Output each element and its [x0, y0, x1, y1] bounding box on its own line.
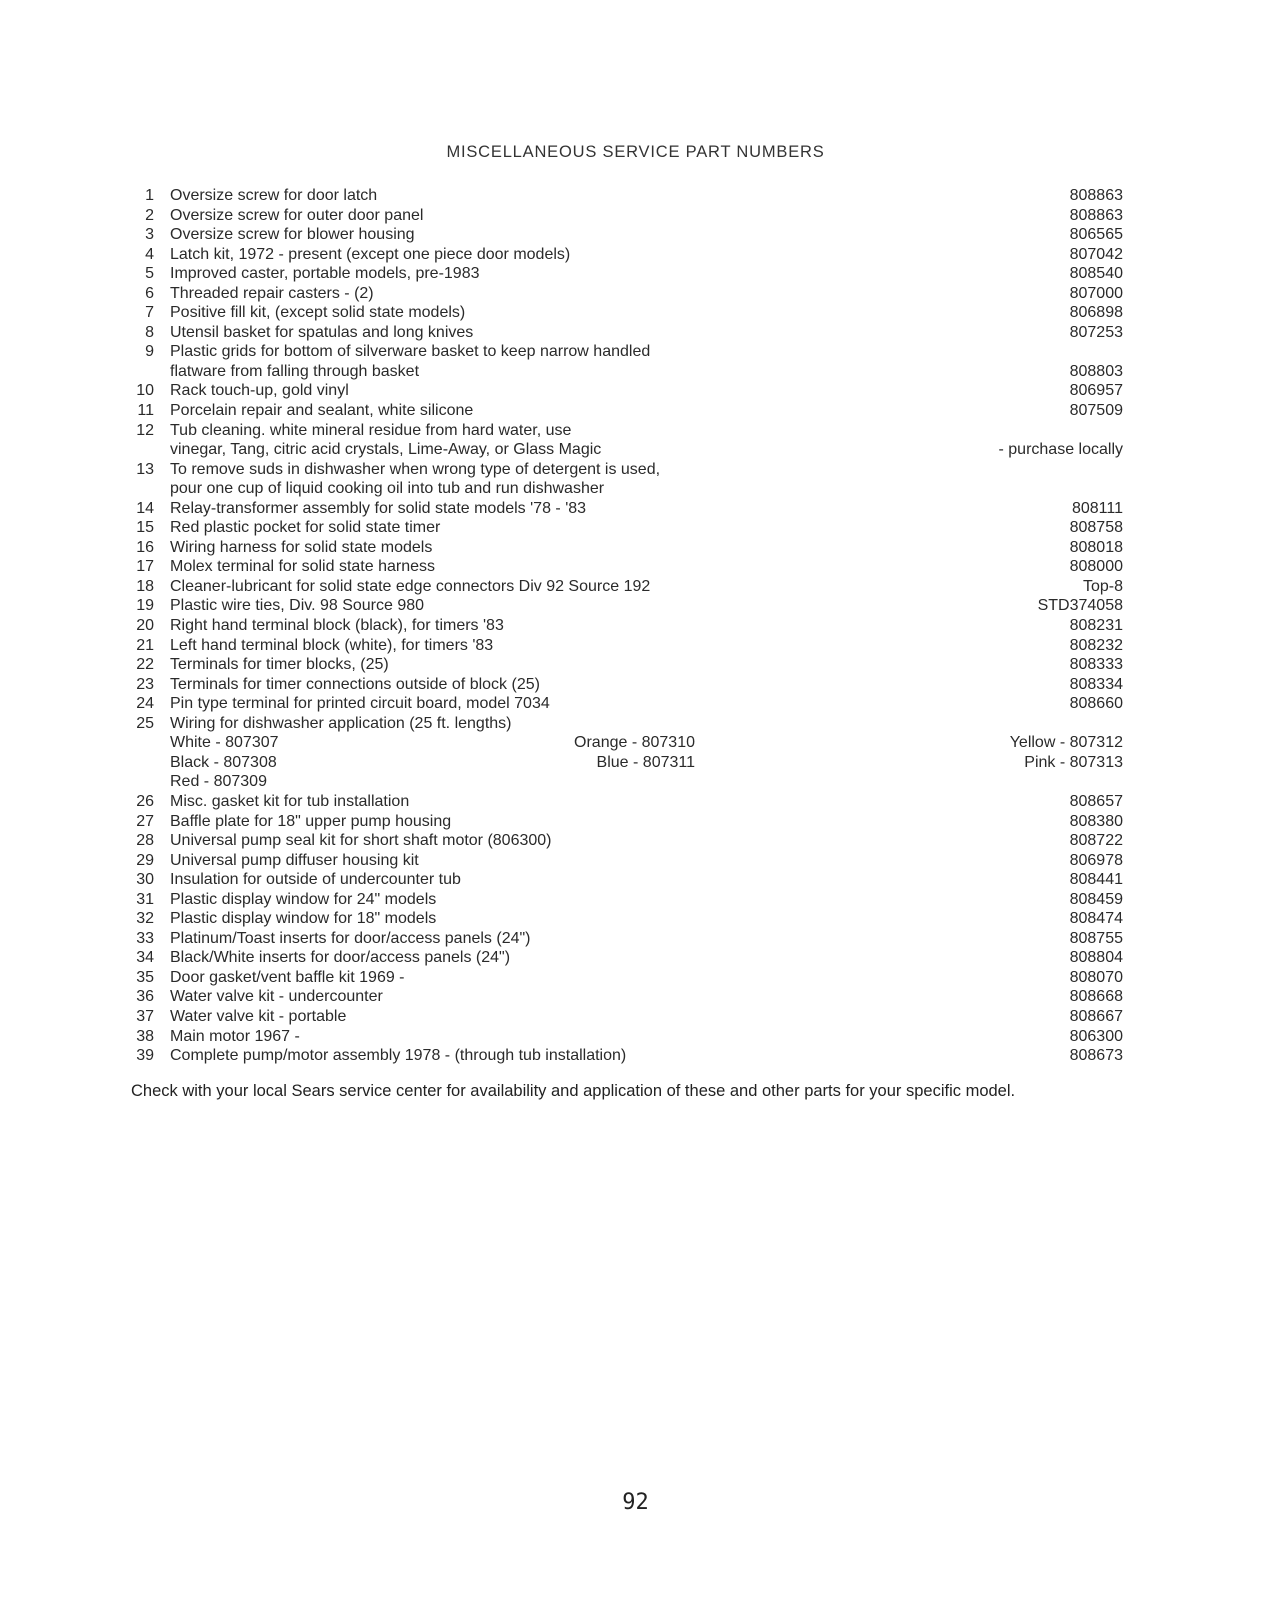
- part-number: 808668: [1069, 988, 1123, 1006]
- item-description: Red - 807309: [170, 773, 267, 791]
- part-number: 808459: [1069, 890, 1123, 908]
- item-number: 31: [136, 890, 154, 908]
- item-description: vinegar, Tang, citric acid crystals, Lime-Away, or Glass Magic: [170, 441, 602, 459]
- list-item: [0, 401, 1271, 421]
- item-description: Plastic wire ties, Div. 98 Source 980: [170, 597, 425, 615]
- list-item: [0, 323, 1271, 343]
- item-description: Baffle plate for 18" upper pump housing: [170, 812, 452, 830]
- list-item: [0, 596, 1271, 616]
- list-item: [0, 890, 1271, 910]
- item-description: Right hand terminal block (black), for timers '83: [170, 617, 504, 635]
- item-description: Universal pump diffuser housing kit: [170, 851, 419, 869]
- item-description: Oversize screw for blower housing: [170, 226, 415, 244]
- list-item: [0, 440, 1271, 460]
- part-number: 808863: [1069, 187, 1123, 204]
- list-item: [0, 206, 1271, 226]
- item-description: Wiring for dishwasher application (25 ft. lengths): [170, 714, 512, 732]
- list-item: [0, 303, 1271, 323]
- list-item: [0, 1007, 1271, 1027]
- part-number: 808803: [1069, 362, 1123, 380]
- item-number: 13: [136, 460, 154, 478]
- item-description: Complete pump/motor assembly 1978 - (through tub installation): [170, 1047, 627, 1065]
- part-number: - purchase locally: [998, 441, 1123, 459]
- list-item: [0, 987, 1271, 1007]
- item-number: 1: [145, 187, 154, 204]
- item-number: 39: [136, 1047, 154, 1065]
- part-number: 808657: [1069, 792, 1123, 810]
- list-item: [0, 948, 1271, 968]
- item-description: Threaded repair casters - (2): [170, 284, 374, 302]
- item-number: 29: [136, 851, 154, 869]
- list-item: [0, 284, 1271, 304]
- item-number: 25: [136, 714, 154, 732]
- list-item: [0, 929, 1271, 949]
- item-description: Insulation for outside of undercounter tub: [170, 871, 461, 889]
- list-item: [0, 909, 1271, 929]
- item-description: Tub cleaning. white mineral residue from hard water, use: [170, 421, 572, 439]
- item-description: White - 807307: [170, 734, 279, 752]
- list-item: [0, 225, 1271, 245]
- list-item: [0, 655, 1271, 675]
- item-description: Positive fill kit, (except solid state models): [170, 304, 466, 322]
- part-number: 807509: [1069, 402, 1123, 420]
- part-number: 808673: [1069, 1047, 1123, 1065]
- list-item: [0, 557, 1271, 577]
- item-description: Left hand terminal block (white), for timers '83: [170, 636, 494, 654]
- item-description: Pin type terminal for printed circuit board, model 7034: [170, 695, 550, 713]
- item-description: Wiring harness for solid state models: [170, 538, 433, 556]
- item-description: Latch kit, 1972 - present (except one piece door models): [170, 245, 571, 263]
- list-item: [0, 870, 1271, 890]
- list-item: [0, 518, 1271, 538]
- part-number: 808758: [1069, 519, 1123, 537]
- item-number: 12: [136, 421, 154, 439]
- part-number: Top-8: [1082, 577, 1123, 595]
- item-description: Plastic display window for 18" models: [170, 910, 437, 928]
- availability-note: Check with your local Sears service center for availability and application of these and other parts for your specific model.: [131, 1082, 1016, 1100]
- item-number: 14: [136, 499, 154, 517]
- item-description: Oversize screw for outer door panel: [170, 206, 424, 224]
- list-item: [0, 499, 1271, 519]
- item-number: 20: [136, 617, 154, 635]
- item-number: 15: [136, 519, 154, 537]
- list-item: [0, 479, 1271, 499]
- list-item: [0, 694, 1271, 714]
- item-number: 23: [136, 675, 154, 693]
- part-number: 807042: [1069, 245, 1123, 263]
- item-number: 6: [145, 284, 154, 302]
- item-description: Improved caster, portable models, pre-1983: [170, 265, 480, 283]
- list-item: [0, 186, 1271, 206]
- part-number: STD374058: [1037, 597, 1123, 615]
- list-item: [0, 342, 1271, 362]
- item-number: 5: [145, 265, 154, 283]
- part-number: 808540: [1069, 265, 1123, 283]
- item-number: 9: [145, 343, 154, 361]
- part-number: 807000: [1069, 284, 1123, 302]
- item-description: Door gasket/vent baffle kit 1969 -: [170, 968, 405, 986]
- list-item: [0, 714, 1271, 734]
- item-number: 34: [136, 949, 154, 967]
- item-description: Relay-transformer assembly for solid state models '78 - '83: [170, 499, 587, 517]
- item-number: 28: [136, 832, 154, 850]
- list-item: [0, 831, 1271, 851]
- item-number: 17: [136, 558, 154, 576]
- list-item: [0, 381, 1271, 401]
- list-item: [0, 538, 1271, 558]
- item-number: 4: [145, 245, 154, 263]
- item-description: Plastic display window for 24" models: [170, 890, 437, 908]
- parts-list: [0, 186, 1271, 1066]
- item-description: Terminals for timer connections outside of block (25): [170, 675, 540, 693]
- part-number: 808441: [1069, 871, 1123, 889]
- list-item: [0, 968, 1271, 988]
- item-alt-part: Orange - 807310: [574, 734, 695, 752]
- item-description: flatware from falling through basket: [170, 362, 420, 380]
- item-description: Platinum/Toast inserts for door/access panels (24"): [170, 929, 531, 947]
- item-number: 7: [145, 304, 154, 322]
- part-number: 808755: [1069, 929, 1123, 947]
- item-number: 21: [136, 636, 154, 654]
- page-number: 92: [622, 1490, 649, 1515]
- item-description: Black - 807308: [170, 753, 277, 771]
- list-item: [0, 421, 1271, 441]
- list-item: [0, 636, 1271, 656]
- list-item: [0, 577, 1271, 597]
- list-item: [0, 264, 1271, 284]
- item-description: Oversize screw for door latch: [170, 187, 378, 204]
- item-number: 3: [145, 226, 154, 244]
- item-description: Porcelain repair and sealant, white silicone: [170, 402, 474, 420]
- part-number: 807253: [1069, 323, 1123, 341]
- item-number: 35: [136, 968, 154, 986]
- list-item: [0, 1046, 1271, 1066]
- list-item: [0, 812, 1271, 832]
- item-number: 16: [136, 538, 154, 556]
- part-number: 808863: [1069, 206, 1123, 224]
- part-number: 806898: [1069, 304, 1123, 322]
- item-number: 22: [136, 656, 154, 674]
- item-description: Rack touch-up, gold vinyl: [170, 382, 349, 400]
- item-description: Universal pump seal kit for short shaft motor (806300): [170, 832, 552, 850]
- list-item: [0, 753, 1271, 773]
- item-description: Plastic grids for bottom of silverware basket to keep narrow handled: [170, 343, 651, 361]
- item-description: Water valve kit - undercounter: [170, 988, 383, 1006]
- item-number: 36: [136, 988, 154, 1006]
- part-number: Yellow - 807312: [1009, 734, 1123, 752]
- item-description: Terminals for timer blocks, (25): [170, 656, 389, 674]
- item-description: Black/White inserts for door/access panels (24"): [170, 949, 511, 967]
- list-item: [0, 362, 1271, 382]
- item-number: 8: [145, 323, 154, 341]
- part-number: 806957: [1069, 382, 1123, 400]
- item-number: 32: [136, 910, 154, 928]
- item-description: pour one cup of liquid cooking oil into tub and run dishwasher: [170, 480, 605, 498]
- item-number: 27: [136, 812, 154, 830]
- item-number: 24: [136, 695, 154, 713]
- part-number: 808380: [1069, 812, 1123, 830]
- item-description: Water valve kit - portable: [170, 1007, 347, 1025]
- item-description: Utensil basket for spatulas and long knives: [170, 323, 474, 341]
- item-number: 30: [136, 871, 154, 889]
- part-number: 806300: [1069, 1027, 1123, 1045]
- part-number: 808111: [1071, 499, 1123, 517]
- part-number: 808231: [1069, 617, 1123, 635]
- part-number: 806565: [1069, 226, 1123, 244]
- list-item: [0, 245, 1271, 265]
- part-number: 808804: [1069, 949, 1123, 967]
- part-number: 808070: [1069, 968, 1123, 986]
- list-item: [0, 1027, 1271, 1047]
- part-number: 808232: [1069, 636, 1123, 654]
- item-description: Molex terminal for solid state harness: [170, 558, 435, 576]
- item-number: 19: [136, 597, 154, 615]
- list-item: [0, 772, 1271, 792]
- item-number: 11: [137, 402, 154, 420]
- part-number: 808667: [1069, 1007, 1123, 1025]
- item-number: 10: [136, 382, 154, 400]
- item-number: 37: [136, 1007, 154, 1025]
- part-number: 808722: [1069, 832, 1123, 850]
- part-number: 808018: [1069, 538, 1123, 556]
- part-number: 808474: [1069, 910, 1123, 928]
- part-number: 808333: [1069, 656, 1123, 674]
- item-alt-part: Blue - 807311: [596, 753, 695, 771]
- item-description: To remove suds in dishwasher when wrong type of detergent is used,: [170, 460, 661, 478]
- list-item: [0, 792, 1271, 812]
- item-number: 38: [136, 1027, 154, 1045]
- part-number: 808334: [1069, 675, 1123, 693]
- item-description: Red plastic pocket for solid state timer: [170, 519, 441, 537]
- part-number: 808660: [1069, 695, 1123, 713]
- list-item: [0, 733, 1271, 753]
- item-number: 33: [136, 929, 154, 947]
- item-description: Cleaner-lubricant for solid state edge connectors Div 92 Source 192: [170, 577, 651, 595]
- part-number: 808000: [1069, 558, 1123, 576]
- item-number: 18: [136, 577, 154, 595]
- list-item: [0, 616, 1271, 636]
- list-item: [0, 675, 1271, 695]
- list-item: [0, 460, 1271, 480]
- item-description: Misc. gasket kit for tub installation: [170, 792, 410, 810]
- part-number: 806978: [1069, 851, 1123, 869]
- item-number: 2: [145, 206, 154, 224]
- part-number: Pink - 807313: [1024, 753, 1123, 771]
- item-description: Main motor 1967 -: [170, 1027, 300, 1045]
- page-title: MISCELLANEOUS SERVICE PART NUMBERS: [446, 143, 825, 161]
- item-number: 26: [136, 792, 154, 810]
- list-item: [0, 851, 1271, 871]
